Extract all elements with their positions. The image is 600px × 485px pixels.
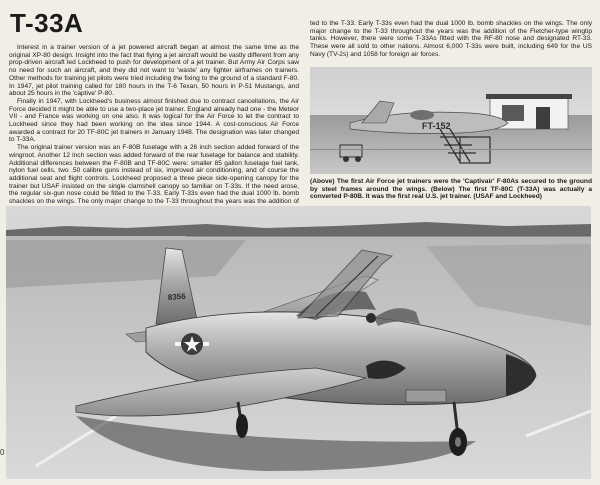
- photo-tf80c-prototype: [6, 206, 591, 479]
- photo-captivair-f80a: [310, 67, 592, 174]
- body-paragraph-continued: ted to the T-33. Early T-33s even had the dual 1000 lb. bomb shackles on the wings. The only major change to the T-33 throughout the years was the addition of the Fletcher-type wingtip tanks. However, there were some T-33As fitted with the RF-80 nose and designated RT-33. These were all sold to other nations. Almost 6,000 T-33s were built, including 649 for the US Navy (TV-2s) and 1058 for foreign air forces.: [310, 20, 592, 58]
- article-body-left-column: [9, 44, 299, 204]
- body-paragraph: Interest in a trainer version of a jet powered aircraft began at almost the same time as the original XP-80 design. Insight into the fact that flying a jet aircraft would be vastly different from any prop-driven aircraft led Lockheed to push for development of a jet trainer. But Army Air Corps saw no need for such an aircraft, and they did not want to 'waste' any fighter airframes on trainers. Other methods for training jet pilots were tried including the fixing to the ground of a standard F-80. In 1947, jet pilot training called for 180 hours in the T-6 Texan, 50 hours in P-51 Mustangs, and about 25 hours in the 'captive' P-80.: [9, 44, 299, 98]
- tail-number: 8356: [167, 291, 186, 302]
- aircraft-marking: FT-152: [422, 121, 451, 131]
- body-paragraph: Finally in 1947, with Lockheed's business almost finished due to contract cancellations, the Air Force decided it might be able to use a two-place jet trainer. England already had one - the Meteor VII - and France was working on one also. It was logical for the Air Force to let the contract to Lockheed since they had been working on the idea since 1944. A cost-conscious Air Force awarded a contract for 20 TF-80C jet trainers in January 1948. The designation was later changed to T-33A.: [9, 97, 299, 144]
- photo-caption: (Above) The first Air Force jet trainers were the 'Captivair' F-80As secured to the ground by steel frames around the wings. (Below) The first TF-80C (T-33A) was actually a converted P-80B. It was the first real U.S. jet trainer. (USAF and Lockheed): [310, 178, 592, 201]
- body-paragraph: The original trainer version was an F-80B fuselage with a 26 inch section added forward of the wingroot. Another 12 inch section was added forward of the rear fuselage for balance and stability. Additional differences between the F-80B and TF-80C were: smaller 85 gallon fuselage fuel tank, nylon fuel cells, two .50 calibre guns instead of six, improved air conditioning, and of course the additional seat and flight controls. Lockheed proposed a three piece side-opening canopy for the trainer but USAF insisted on the single clamshell canopy so familiar on T-33s. If the need arose, the regular six-gun nose could be fitted to the T-33. Early T-33s even had the dual 1000 lb. bomb shackles on the wings. The only major change to the T-33 throughout the years was the addition of: [9, 144, 299, 206]
- article-body-right-column: [310, 20, 592, 64]
- page-number: 0: [0, 448, 5, 457]
- article-title: T-33A: [10, 8, 84, 38]
